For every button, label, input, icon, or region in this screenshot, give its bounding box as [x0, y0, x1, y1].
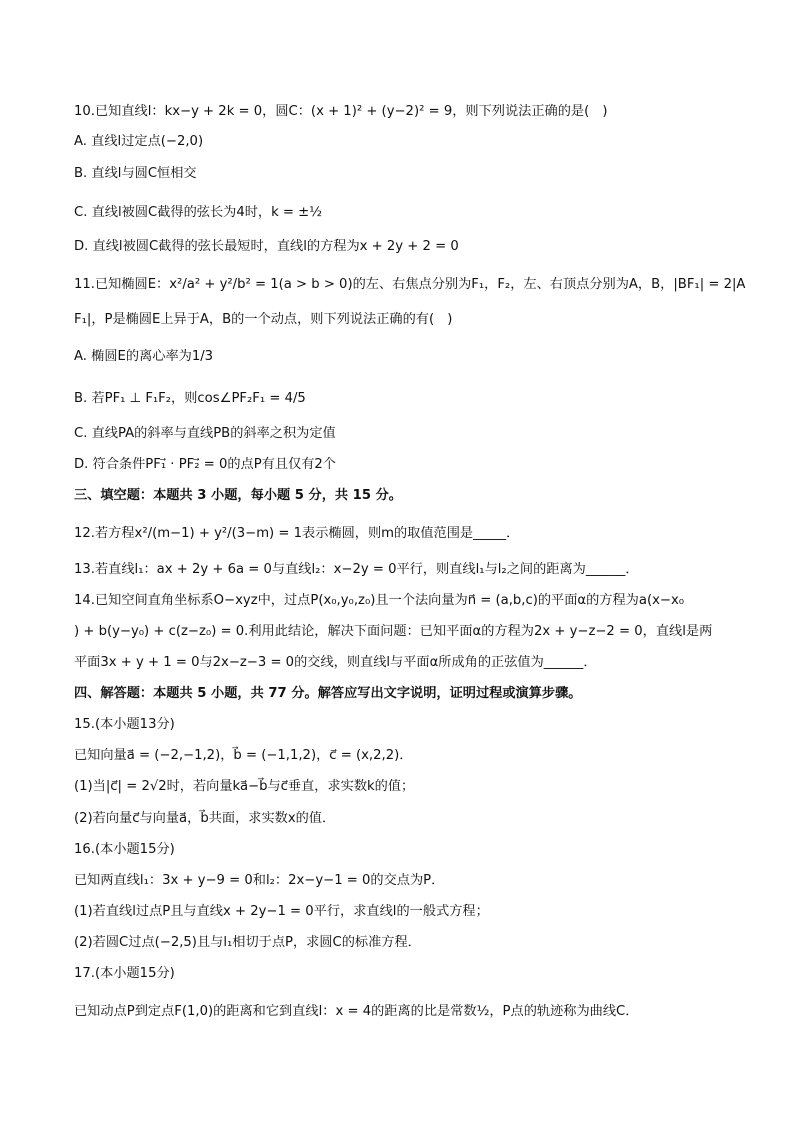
q11-option-c: C. 直线PA的斜率与直线PB的斜率之积为定值 [74, 426, 336, 441]
section-answer-header: 四、解答题：本题共 5 小题，共 77 分。解答应写出文字说明，证明过程或演算步骤。 [74, 686, 582, 701]
q10-option-a: A. 直线l过定点(−2,0) [74, 134, 204, 149]
q12: 12.若方程x²/(m−1) + y²/(3−m) = 1表示椭圆，则m的取值范围是_____． [74, 526, 520, 541]
q15-stem: 已知向量a⃗ = (−2,−1,2)，b⃗ = (−1,1,2)，c⃗ = (x,2,2)． [74, 748, 413, 763]
q15-part-2: (2)若向量c⃗与向量a⃗，b⃗共面，求实数x的值． [74, 811, 336, 826]
q11-option-b: B. 若PF₁ ⊥ F₁F₂，则cos∠PF₂F₁ = 4/5 [74, 391, 306, 406]
q16-title: 16.(本小题15分) [74, 842, 175, 857]
q14-line-1: 14.已知空间直角坐标系O−xyz中，过点P(x₀,y₀,z₀)且一个法向量为n⃗ = (a,b,c)的平面α的方程为a(x−x₀ [74, 593, 685, 608]
q16-stem: 已知两直线l₁：3x + y−9 = 0和l₂：2x−y−1 = 0的交点为P． [74, 873, 445, 888]
q15-part-1: (1)当|c⃗| = 2√2时，若向量ka⃗−b⃗与c⃗垂直，求实数k的值； [74, 779, 415, 794]
q11-stem-cont: F₁|，P是椭圆E上异于A，B的一个动点，则下列说法正确的有( ) [74, 312, 453, 327]
section-fill-in-header: 三、填空题：本题共 3 小题，每小题 5 分，共 15 分。 [74, 488, 402, 503]
q10-option-d: D. 直线l被圆C截得的弦长最短时，直线l的方程为x + 2y + 2 = 0 [74, 239, 459, 254]
q11-option-a: A. 椭圆E的离心率为1/3 [74, 349, 214, 364]
q17-stem: 已知动点P到定点F(1,0)的距离和它到直线l：x = 4的距离的比是常数½，P点的轨迹称为曲线C． [74, 1004, 639, 1019]
q10-option-b: B. 直线l与圆C恒相交 [74, 166, 197, 181]
q13: 13.若直线l₁：ax + 2y + 6a = 0与直线l₂：x−2y = 0平行，则直线l₁与l₂之间的距离为______． [74, 562, 639, 577]
q10-option-c: C. 直线l被圆C截得的弦长为4时，k = ±½ [74, 205, 323, 220]
q14-line-2: ) + b(y−y₀) + c(z−z₀) = 0.利用此结论，解决下面问题：已知平面α的方程为2x + y−z−2 = 0，直线l是两 [74, 624, 713, 639]
q16-part-1: (1)若直线l过点P且与直线x + 2y−1 = 0平行，求直线l的一般式方程； [74, 904, 489, 919]
q10-stem: 10.已知直线l：kx−y + 2k = 0，圆C：(x + 1)² + (y−2)² = 9，则下列说法正确的是( ) [74, 104, 608, 119]
q14-line-3: 平面3x + y + 1 = 0与2x−z−3 = 0的交线，则直线l与平面α所成角的正弦值为______． [74, 655, 597, 670]
q15-title: 15.(本小题13分) [74, 717, 175, 732]
q11-stem: 11.已知椭圆E：x²/a² + y²/b² = 1(a > b > 0)的左、右焦点分别为F₁，F₂，左、右顶点分别为A，B，|BF₁| = 2|A [74, 277, 746, 292]
q11-option-d: D. 符合条件PF₁⃗ · PF₂⃗ = 0的点P有且仅有2个 [74, 457, 336, 472]
q17-title: 17.(本小题15分) [74, 966, 175, 981]
q16-part-2: (2)若圆C过点(−2,5)且与l₁相切于点P，求圆C的标准方程． [74, 935, 421, 950]
